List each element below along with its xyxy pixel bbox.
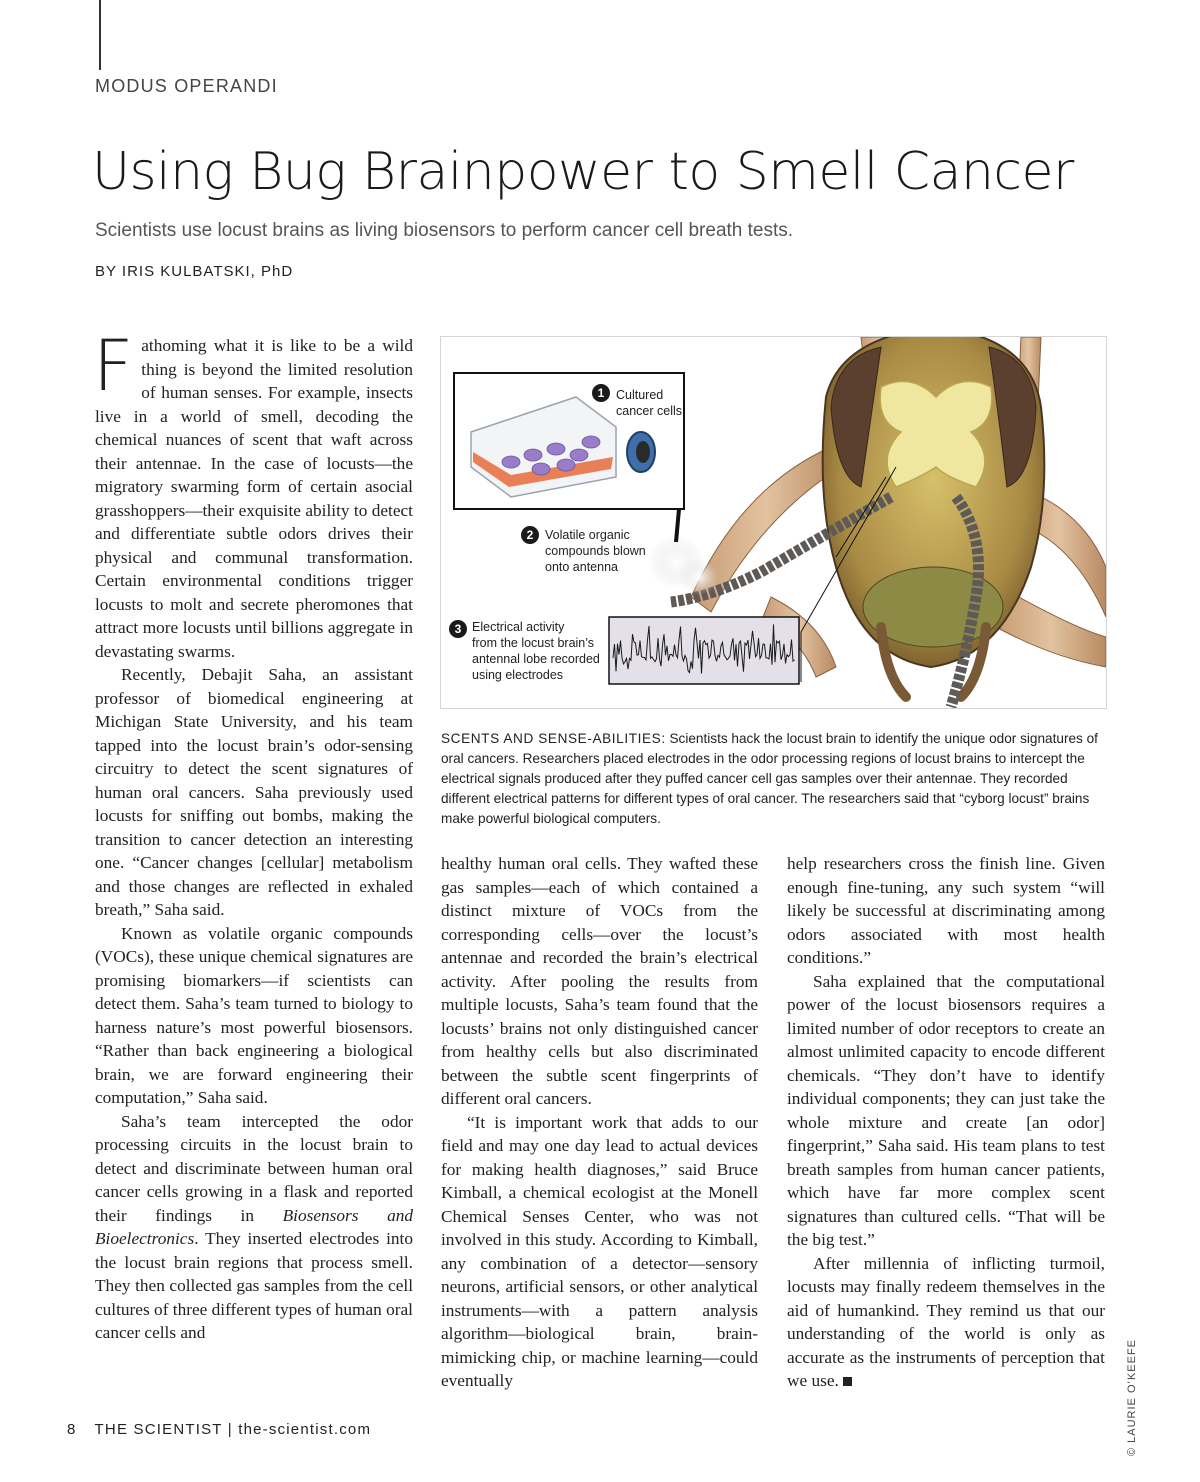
paragraph-5-continued: help researchers cross the finish line. Given enough fine-tuning, any such system “will likely be successful at discriminating among odors associated with most health conditions.”: [787, 854, 1105, 967]
paragraph-5: “It is important work that adds to our field and may one day lead to actual devices for making health diagnoses,” said Bruce Kimball, a chemical ecologist at the Monell Chemical Senses Center, who was not involved in this study. According to Kimball, any combination of a detector—sensory neurons, artificial sensors, or other analytical instruments—with a pattern analysis algorithm—biological brain, brain-mimicking chip, or machine learning—could eventually: [441, 1112, 758, 1390]
svg-text:3: 3: [454, 622, 462, 636]
step-1-label: Cultured: [616, 388, 664, 402]
caption-body: Scientists hack the locust brain to identify the unique odor signatures of oral cancers. Researchers placed electrodes in the odor processing regions of locust brains to intercept the electrical signals produced after they puffed cancer cell gas samples over their antennae. They recorded different electrical patterns for different types of oral cancer. The researchers said that “cyborg locust” brains make powerful biological computers.: [441, 731, 1098, 826]
svg-text:using electrodes: using electrodes: [472, 668, 564, 682]
paragraph-1: Fathoming what it is like to be a wild thing is beyond the limited resolution of human senses. For example, insects live in a world of smell, decoding the chemical nuances of scent that waft across their antennae. In the case of locusts—the migratory swarming form of certain asocial grasshoppers—their exquisite ability to detect and differentiate subtle odors drives their physical and communal transformation. Certain environmental conditions trigger locusts to molt and secrete pheromones that attract more locusts until billions aggregate in devastating swarms.: [93, 325, 413, 661]
section-label: MODUS OPERANDI: [95, 76, 278, 96]
caption-heading: SCENTS AND SENSE-ABILITIES:: [441, 731, 666, 746]
step-3-label: Electrical activity: [472, 620, 565, 634]
article-title: Using Bug Brainpower to Smell Cancer: [92, 142, 1074, 202]
byline: BY IRIS KULBATSKI, PhD: [95, 263, 294, 280]
paragraph-4: Saha’s team intercepted the odor processing circuits in the locust brain to detect and discriminate between human oral cancer cells growing in a flask and reported their findings in Biosensors and Bioelectronics. They inserted electrodes into the locust brain regions that process smell. They then collected gas samples from the cell cultures of three different types of human oral cancer cells and: [95, 1111, 413, 1342]
svg-text:from the locust brain’s: from the locust brain’s: [472, 636, 595, 650]
svg-text:compounds blown: compounds blown: [545, 544, 646, 558]
end-mark-icon: [843, 1377, 852, 1386]
paragraph-4-continued: healthy human oral cells. They wafted these gas samples—each of which contained a distinct mixture of VOCs from the corresponding cells—over the locust’s antennae and recorded the brain’s electrical activity. After pooling the results from multiple locusts, Saha’s team found that the locusts’ brains not only distinguished cancer from healthy cells but also discriminated between the subtle scent fingerprints of different oral cancers.: [441, 854, 758, 1108]
body-column-1: [93, 325, 413, 1345]
svg-text:onto antenna: onto antenna: [545, 560, 618, 574]
illustration-credit: © LAURIE O’KEEFE: [1126, 1338, 1138, 1456]
step-2-label: Volatile organic: [545, 528, 630, 542]
svg-text:1: 1: [597, 386, 605, 400]
svg-text:2: 2: [526, 528, 534, 542]
magazine-name: THE SCIENTIST | the-scientist.com: [94, 1421, 372, 1438]
page-footer: [67, 1421, 371, 1438]
paragraph-6: Saha explained that the computational power of the locust biosensors requires a limited number of odor receptors to create an almost unlimited capacity to encode different chemicals. “They don’t have to identify individual components; they can just take the whole mixture and create [an odor] fingerprint,” Saha said. His team plans to test breath samples from human cancer patients, which have far more complex scent signatures than cultured cells. “That will be the big test.”: [787, 971, 1105, 1249]
drop-cap: F: [93, 325, 134, 407]
body-column-2: [441, 852, 758, 1393]
locust-illustration: [440, 336, 1107, 709]
svg-text:cancer cells: cancer cells: [616, 404, 682, 418]
svg-text:antennal lobe recorded: antennal lobe recorded: [472, 652, 600, 666]
body-column-3: [787, 852, 1105, 1393]
page-number: 8: [67, 1421, 77, 1438]
paragraph-2: Recently, Debajit Saha, an assistant professor of biomedical engineering at Michigan State University, and his team tapped into the locust brain’s odor-sensing circuitry to detect the scent signatures of human oral cancers. Saha previously used locusts for sniffing out bombs, making the transition to cancer detection an interesting one. “Cancer changes [cellular] metabolism and those changes are reflected in exhaled breath,” Saha said.: [95, 665, 413, 919]
article-subtitle: Scientists use locust brains as living biosensors to perform cancer cell breath tests.: [95, 220, 794, 241]
paragraph-3: Known as volatile organic compounds (VOCs), these unique chemical signatures are promising biomarkers—if scientists can detect them. Saha’s team turned to biology to harness nature’s most powerful biosensors. “Rather than back engineering a biological brain, we are forward engineering their computation,” Saha said.: [95, 923, 413, 1107]
figure-caption: [441, 729, 1105, 829]
locust-diagram: [441, 337, 1106, 708]
paragraph-7: After millennia of inflicting turmoil, locusts may finally redeem themselves in the aid of humankind. They remind us that our understanding of the world is only as accurate as the instruments of perception that we use.: [787, 1253, 1105, 1390]
journal-name: Biosensors and Bioelectronics: [95, 1205, 413, 1248]
header-rule: [99, 0, 101, 70]
